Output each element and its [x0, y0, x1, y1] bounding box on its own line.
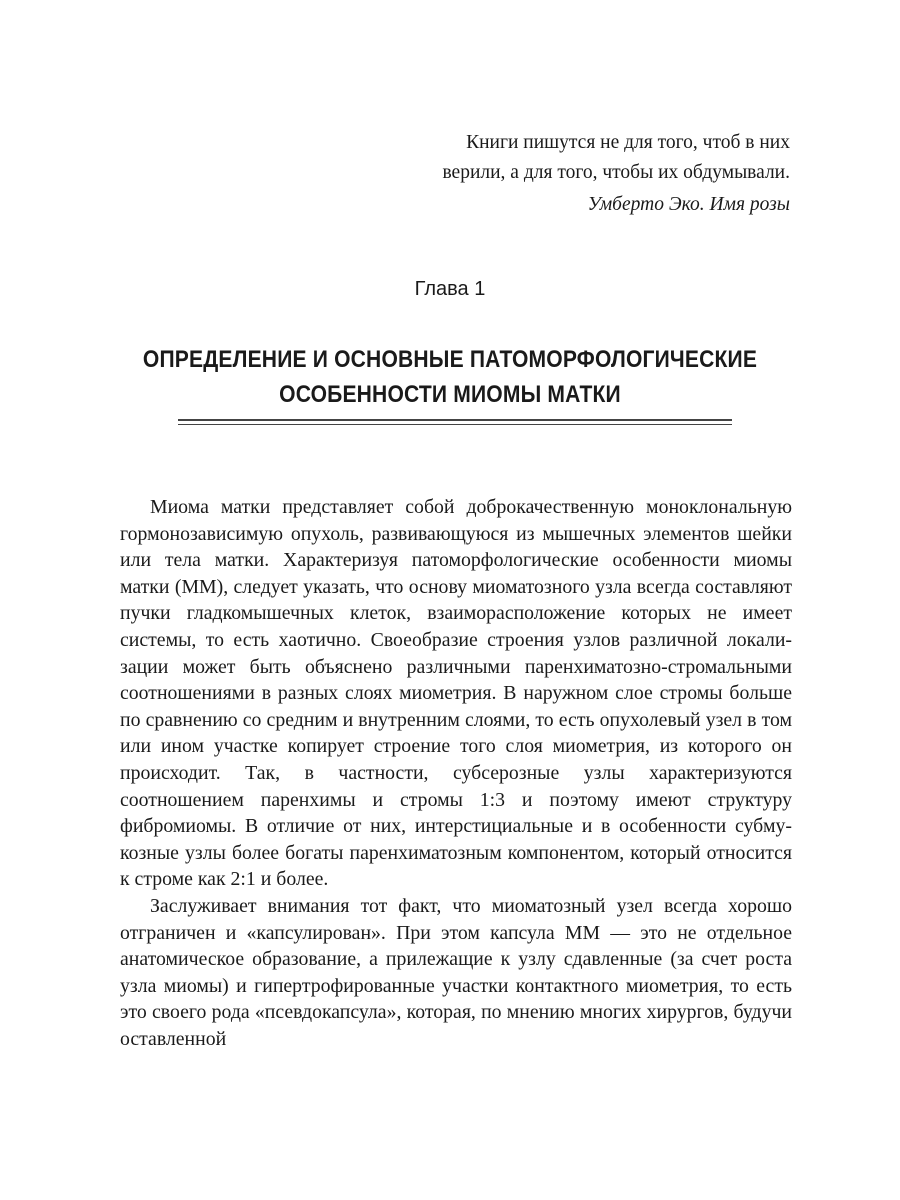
epigraph [442, 128, 790, 220]
chapter-title [63, 342, 837, 412]
paragraph: Заслуживает внимания тот факт, что миоматозный узел всегда хорошо отграничен и «капсулирован». При этом капсула ММ — это не отдельное анатомическое образование, а прилежащие к узлу сдавленные (за счет роста узла миомы) и гипертрофированные участки контактного миометрия, то есть это своего рода «псевдокапсула», которая, по мнению многих хирургов, будучи оставленной [120, 894, 792, 1050]
chapter-title-line-1: ОПРЕДЕЛЕНИЕ И ОСНОВНЫЕ ПАТОМОРФОЛОГИЧЕСКИЕ [142, 346, 758, 373]
epigraph-line-2: верили, а для того, чтобы их обдумывали. [442, 162, 790, 183]
title-divider [178, 419, 732, 425]
paragraph: Миома матки представляет собой доброкачественную моноклональную гормонозависимую опухоль, развивающуюся из мышечных элементов шейки или тела матки. Характеризуя патоморфологические особенности миомы матки (ММ), следует указать, что основу миоматозного узла всегда составляют пучки гладкомышечных клеток, взаиморасположение которых не имеет системы, то есть хаотично. Своеобразие строения узлов различной локализации может быть объяснено различными паренхиматозно-стромальными соотношениями в разных слоях миометрия. В наружном слое стромы больше по сравнению со средним и внутренним слоями, то есть опухолевый узел в том или ином участке копирует строение того слоя миометрия, из которого он происходит. Так, в частности, субсерозные узлы характеризуются соотношением паренхимы и стромы 1:3 и поэтому имеют структуру фибромиомы. В отличие от них, интерстициальные и в особенности субмукозные узлы более богаты паренхиматозным компонентом, который относится к строме как 2:1 и более. [120, 496, 792, 891]
epigraph-line-1: Книги пишутся не для того, чтоб в них [466, 132, 790, 153]
body-text [120, 494, 792, 1052]
epigraph-author: Умберто Эко. Имя розы [587, 194, 790, 215]
chapter-label: Глава 1 [414, 278, 486, 300]
chapter-title-line-2: ОСОБЕННОСТИ МИОМЫ МАТКИ [279, 381, 621, 408]
